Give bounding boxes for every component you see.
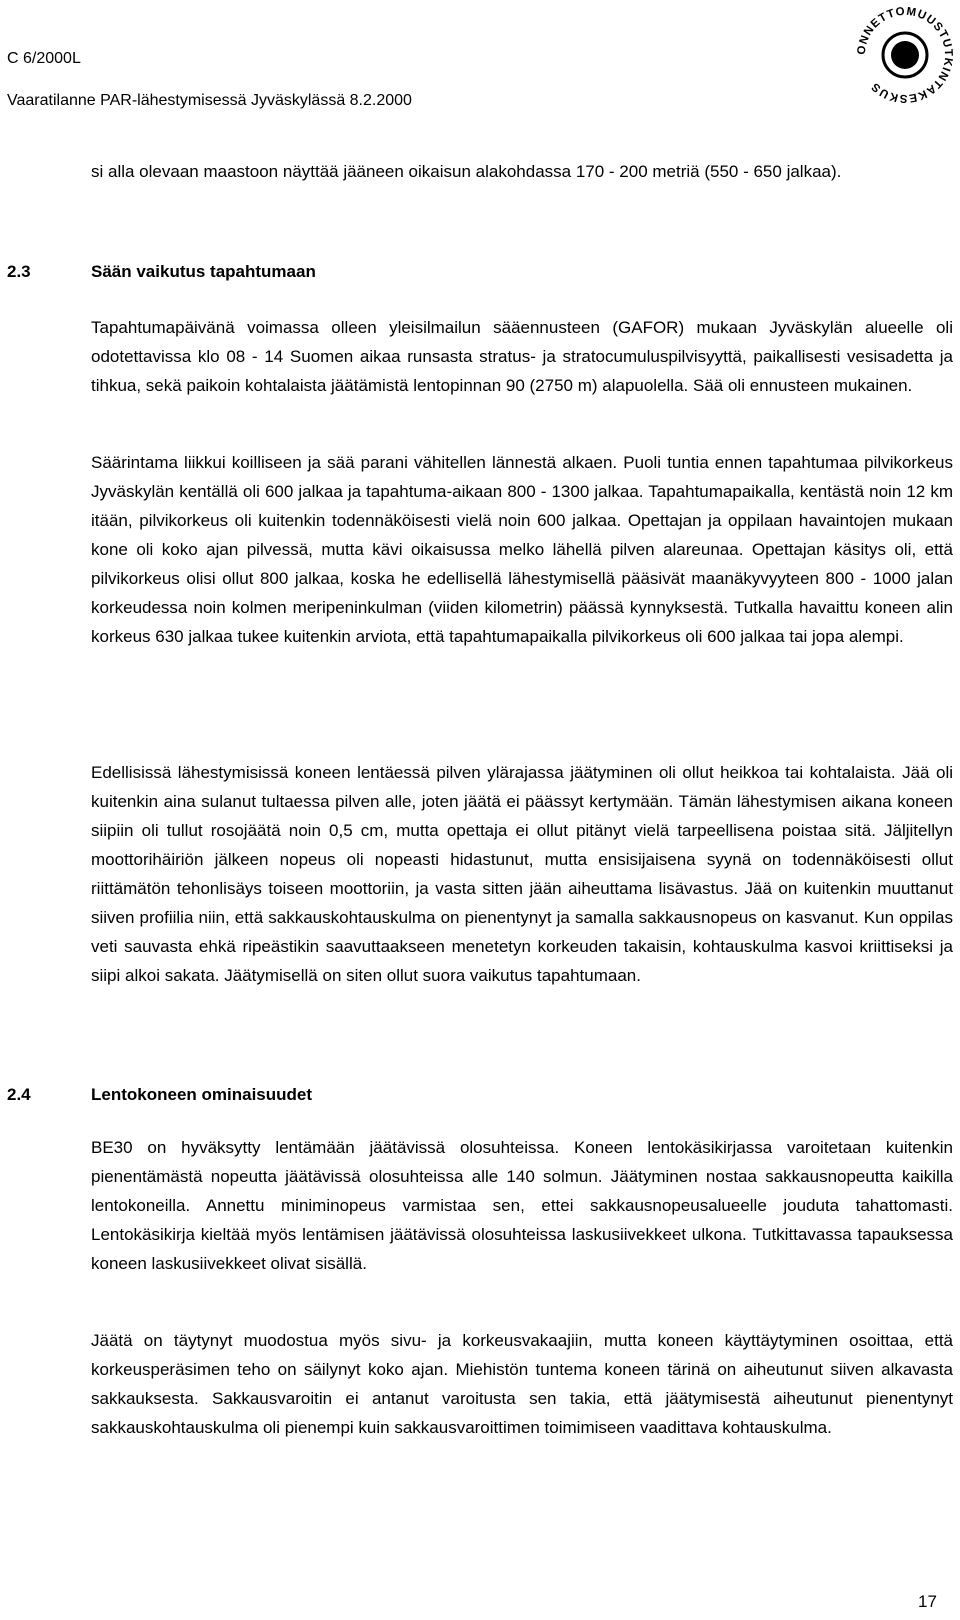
paragraph: BE30 on hyväksytty lentämään jäätävissä olosuhteissa. Koneen lentokäsikirjassa varoitetaan kuitenkin pienentämästä nopeutta jäätävissä olosuhteissa alle 140 solmun. Jäätyminen nostaa sakkausnopeutta kaikilla lentokoneilla. Annettu miniminopeus varmistaa sen, ettei sakkausnopeusalueelle jouduta tahattomasti. Lentokäsikirja kieltää myös lentämisen jäätävissä olosuhteissa laskusiivekkeet ulkona. Tutkittavassa tapauksessa koneen laskusiivekkeet olivat sisällä. [91,1138,953,1273]
section-paragraph-block [91,448,953,651]
paragraph: Jäätä on täytynyt muodostua myös sivu- ja korkeusvakaajiin, mutta koneen käyttäytyminen osoittaa, että korkeusperäsimen teho on säilynyt koko ajan. Miehistön tuntema koneen tärinä on aiheutunut siiven alkavasta sakkauksesta. Sakkausvaroitin ei antanut varoitusta sen takia, että jäätymisestä aiheutunut pienentynyt sakkauskohtauskulma oli pienempi kuin sakkausvaroittimen toimimiseen vaadittava kohtauskulma. [91,1331,953,1437]
section-paragraph-block [91,1326,953,1442]
paragraph: Tapahtumapäivänä voimassa olleen yleisilmailun sääennusteen (GAFOR) mukaan Jyväskylän alueelle oli odotettavissa klo 08 - 14 Suomen aikaa runsasta stratus- ja stratocumuluspilvisyyttä, paikallisesti vesisadetta ja tihkua, sekä paikoin kohtalaista jäätämistä lentopinnan 90 (2750 m) alapuolella. Sää oli ennusteen mukainen. [91,318,953,395]
section-number: 2.4 [7,1085,31,1104]
section-number: 2.3 [7,262,31,281]
paragraph: Edellisissä lähestymisissä koneen lentäessä pilven ylärajassa jäätyminen oli ollut heikkoa tai kohtalaista. Jää oli kuitenkin aina sulanut tultaessa pilven alle, joten jäätä ei päässyt kertymään. Tämän lähestymisen aikana koneen siipiin oli tullut rosojäätä noin 0,5 cm, mutta opettaja ei ollut pitänyt vielä tarpeellisena poistaa sitä. Jäljitellyn moottorihäiriön jälkeen nopeus oli nopeasti hidastunut, mutta ensisijaisena syynä on todennäköisesti ollut riittämätön tehonlisäys toiseen moottoriin, ja vasta sitten jään aiheuttama lisävastus. Jää on kuitenkin muuttanut siiven profiilia niin, että sakkauskohtauskulma on pienentynyt ja samalla sakkausnopeus on kasvanut. Kun oppilas veti sauvasta ehkä ripeästikin saavuttaakseen menetetyn korkeuden takaisin, kohtauskulma kasvoi kriittiseksi ja siipi alkoi sakata. Jäätymisellä on siten ollut suora vaikutus tapahtumaan. [91,763,953,985]
circular-seal-icon [852,2,958,108]
paragraph: Säärintama liikkui koilliseen ja sää parani vähitellen lännestä alkaen. Puoli tuntia ennen tapahtumaa pilvikorkeus Jyväskylän kentällä oli 600 jalkaa ja tapahtuma-aikaan 800 - 1300 jalkaa. Tapahtumapaikalla, kentästä noin 12 km itään, pilvikorkeus oli kuitenkin todennäköisesti vielä noin 600 jalkaa. Opettajan ja oppilaan havaintojen mukaan kone oli koko ajan pilvessä, mutta kävi oikaisussa melko lähellä pilven alareunaa. Opettajan käsitys oli, että pilvikorkeus olisi ollut 800 jalkaa, koska he edellisellä lähestymisellä pääsivät maanäkyvyyteen 800 - 1000 jalan korkeudessa noin kolmen meripeninkulman (viiden kilometrin) päässä kynnyksestä. Tutkalla havaittu koneen alin korkeus 630 jalkaa tukee kuitenkin arviota, että tapahtumapaikalla pilvikorkeus oli 600 jalkaa tai jopa alempi. [91,453,953,646]
section-paragraph-block [91,313,953,400]
section-title: Sään vaikutus tapahtumaan [91,262,316,281]
section-paragraph-block [91,758,953,990]
document-header-title: Vaaratilanne PAR-lähestymisessä Jyväskylässä 8.2.2000 [7,92,412,109]
section-paragraph-block [91,1133,953,1278]
page-number: 17 [918,1592,937,1611]
intro-paragraph-block [91,157,953,186]
seal-text: ONNETTOMUUSTUTKINTAKESKUS [855,5,955,105]
intro-paragraph: si alla olevaan maastoon näyttää jääneen oikaisun alakohdassa 170 - 200 metriä (550 - 650 jalkaa). [91,162,842,181]
document-code: C 6/2000L [7,50,81,67]
section-title: Lentokoneen ominaisuudet [91,1085,313,1104]
